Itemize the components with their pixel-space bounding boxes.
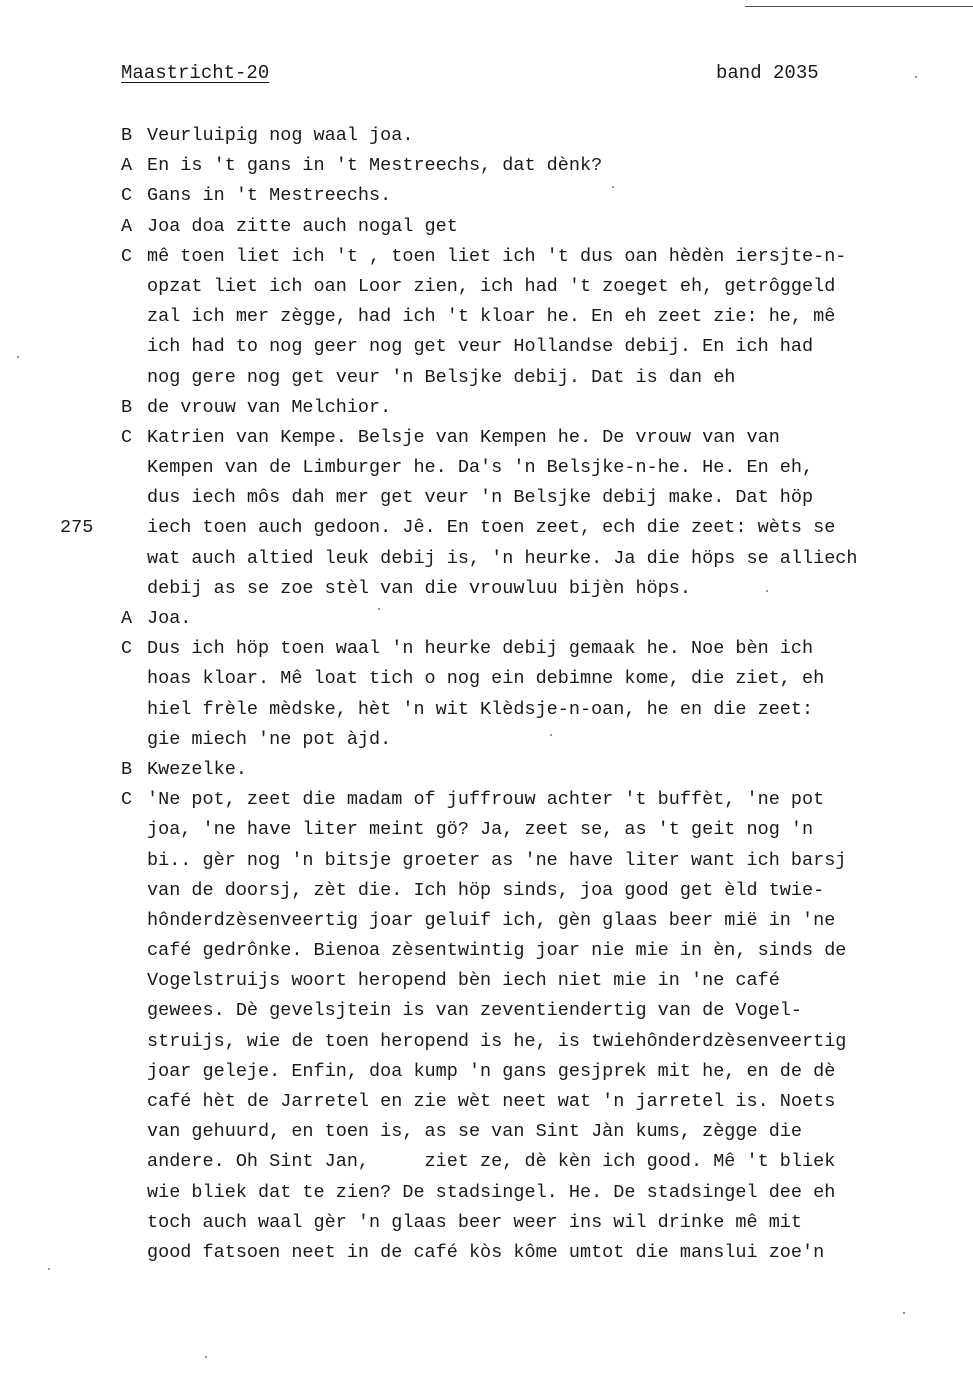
transcript-line bbox=[121, 332, 961, 362]
utterance-text: wie bliek dat te zien? De stadsingel. He. De stadsingel dee eh bbox=[147, 1181, 836, 1203]
transcript-line bbox=[121, 815, 961, 845]
utterance-text: zal ich mer zègge, had ich 't kloar he. En eh zeet zie: he, mê bbox=[147, 306, 836, 328]
utterance-text: de vrouw van Melchior. bbox=[147, 396, 392, 418]
transcript-line bbox=[121, 695, 961, 725]
transcript-line bbox=[121, 1117, 961, 1147]
utterance-text: andere. Oh Sint Jan, ziet ze, dè kèn ich good. Mê 't bliek bbox=[147, 1151, 836, 1173]
utterance-text: café hèt de Jarretel en zie wèt neet wat 'n jarretel is. Noets bbox=[147, 1091, 836, 1112]
transcript-line bbox=[121, 121, 961, 151]
utterance-text: Vogelstruijs woort heropend bèn iech niet mie in 'ne café bbox=[147, 970, 780, 992]
transcript-line bbox=[121, 181, 961, 211]
speaker-label: B bbox=[121, 125, 133, 146]
paper-speck bbox=[915, 76, 917, 78]
speaker-label: B bbox=[121, 396, 133, 418]
paper-speck bbox=[903, 1312, 905, 1314]
transcript-line bbox=[121, 1147, 961, 1177]
speaker-label: C bbox=[121, 638, 133, 660]
transcript-line bbox=[121, 1027, 961, 1057]
utterance-text: good fatsoen neet in de café kòs kôme umtot die manslui zoe'n bbox=[147, 1241, 825, 1263]
paper-speck bbox=[612, 186, 614, 188]
utterance-text: joar geleje. Enfin, doa kump 'n gans gesjprek mit he, en de dè bbox=[147, 1060, 836, 1082]
transcript-line bbox=[121, 664, 961, 694]
transcript-line bbox=[121, 966, 961, 996]
utterance-text: wat auch altied leuk debij is, 'n heurke. Ja die höps se alliech bbox=[147, 547, 858, 569]
utterance-text: 'Ne pot, zeet die madam of juffrouw achter 't buffèt, 'ne pot bbox=[147, 789, 825, 811]
speaker-label: C bbox=[121, 245, 133, 267]
transcript-body bbox=[121, 121, 961, 1268]
utterance-text: En is 't gans in 't Mestreechs, dat dènk? bbox=[147, 155, 603, 177]
transcript-line bbox=[121, 634, 961, 664]
transcript-line bbox=[121, 212, 961, 242]
transcript-line bbox=[121, 513, 961, 543]
transcript-line bbox=[121, 242, 961, 272]
utterance-text: struijs, wie de toen heropend is he, is twiehônderdzèsenveertig bbox=[147, 1030, 847, 1052]
utterance-text: Joa. bbox=[147, 608, 192, 629]
utterance-text: Katrien van Kempe. Belsje van Kempen he. De vrouw van van bbox=[147, 426, 780, 448]
transcript-line bbox=[121, 151, 961, 181]
transcript-line bbox=[121, 725, 961, 755]
paper-speck bbox=[550, 734, 552, 736]
transcript-line bbox=[121, 1057, 961, 1087]
utterance-text: opzat liet ich oan Loor zien, ich had 't zoeget eh, getrôggeld bbox=[147, 275, 836, 297]
top-rule bbox=[745, 6, 973, 7]
margin-line-number: 275 bbox=[60, 517, 94, 538]
utterance-text: gewees. Dè gevelsjtein is van zeventiendertig van de Vogel- bbox=[147, 1000, 803, 1022]
transcript-line bbox=[121, 1208, 961, 1238]
utterance-text: dus iech môs dah mer get veur 'n Belsjke debij make. Dat höp bbox=[147, 487, 814, 509]
header-tape-number: band 2035 bbox=[716, 62, 819, 84]
transcript-line bbox=[121, 544, 961, 574]
utterance-text: iech toen auch gedoon. Jê. En toen zeet, ech die zeet: wèts se bbox=[147, 517, 836, 539]
utterance-text: Dus ich höp toen waal 'n heurke debij gemaak he. Noe bèn ich bbox=[147, 638, 814, 660]
utterance-text: Kempen van de Limburger he. Da's 'n Belsjke-n-he. He. En eh, bbox=[147, 457, 814, 479]
transcript-line bbox=[121, 272, 961, 302]
transcript-line bbox=[121, 846, 961, 876]
transcript-line bbox=[121, 363, 961, 393]
utterance-text: Joa doa zitte auch nogal get bbox=[147, 215, 458, 237]
transcript-line bbox=[121, 1238, 961, 1268]
utterance-text: Gans in 't Mestreechs. bbox=[147, 185, 392, 207]
speaker-label: C bbox=[121, 185, 133, 207]
transcript-line bbox=[121, 755, 961, 785]
transcript-line bbox=[121, 906, 961, 936]
speaker-label: B bbox=[121, 758, 133, 780]
transcript-line bbox=[121, 936, 961, 966]
utterance-text: van de doorsj, zèt die. Ich höp sinds, joa good get èld twie- bbox=[147, 879, 825, 901]
speaker-label: A bbox=[121, 608, 133, 629]
utterance-text: mê toen liet ich 't , toen liet ich 't dus oan hèdèn iersjte-n- bbox=[147, 245, 847, 267]
utterance-text: bi.. gèr nog 'n bitsje groeter as 'ne have liter want ich barsj bbox=[147, 849, 847, 871]
header-location: Maastricht-20 bbox=[121, 62, 270, 84]
utterance-text: van gehuurd, en toen is, as se van Sint Jàn kums, zègge die bbox=[147, 1121, 803, 1143]
speaker-label: C bbox=[121, 789, 133, 811]
utterance-text: toch auch waal gèr 'n glaas beer weer ins wil drinke mê mit bbox=[147, 1211, 803, 1233]
transcript-line bbox=[121, 483, 961, 513]
transcript-line bbox=[121, 996, 961, 1026]
paper-speck bbox=[17, 356, 19, 358]
utterance-text: ich had to nog geer nog get veur Hollandse debij. En ich had bbox=[147, 336, 814, 358]
speaker-label: A bbox=[121, 155, 133, 177]
utterance-text: nog gere nog get veur 'n Belsjke debij. Dat is dan eh bbox=[147, 366, 736, 388]
utterance-text: café gedrônke. Bienoa zèsentwintig joar nie mie in èn, sinds de bbox=[147, 940, 847, 962]
paper-speck bbox=[48, 1268, 50, 1270]
paper-speck bbox=[378, 608, 380, 610]
transcript-line bbox=[121, 302, 961, 332]
utterance-text: hônderdzèsenveertig joar geluif ich, gèn glaas beer mië in 'ne bbox=[147, 909, 836, 931]
paper-speck bbox=[205, 1356, 207, 1358]
paper-speck bbox=[766, 590, 768, 592]
transcript-line bbox=[121, 1178, 961, 1208]
transcript-line bbox=[121, 876, 961, 906]
utterance-text: hiel frèle mèdske, hèt 'n wit Klèdsje-n-oan, he en die zeet: bbox=[147, 698, 814, 720]
utterance-text: joa, 'ne have liter meint gö? Ja, zeet se, as 't geit nog 'n bbox=[147, 819, 814, 841]
transcript-line bbox=[121, 453, 961, 483]
utterance-text: gie miech 'ne pot àjd. bbox=[147, 728, 392, 750]
speaker-label: C bbox=[121, 426, 133, 448]
transcript-line bbox=[121, 785, 961, 815]
transcript-line bbox=[121, 1087, 961, 1117]
utterance-text: hoas kloar. Mê loat tich o nog ein debimne kome, die ziet, eh bbox=[147, 668, 825, 690]
transcript-line bbox=[121, 393, 961, 423]
utterance-text: Kwezelke. bbox=[147, 758, 247, 780]
utterance-text: debij as se zoe stèl van die vrouwluu bijèn höps. bbox=[147, 577, 691, 599]
transcript-line bbox=[121, 423, 961, 453]
utterance-text: Veurluipig nog waal joa. bbox=[147, 125, 414, 146]
transcript-line bbox=[121, 604, 961, 634]
transcript-line bbox=[121, 574, 961, 604]
speaker-label: A bbox=[121, 215, 133, 237]
